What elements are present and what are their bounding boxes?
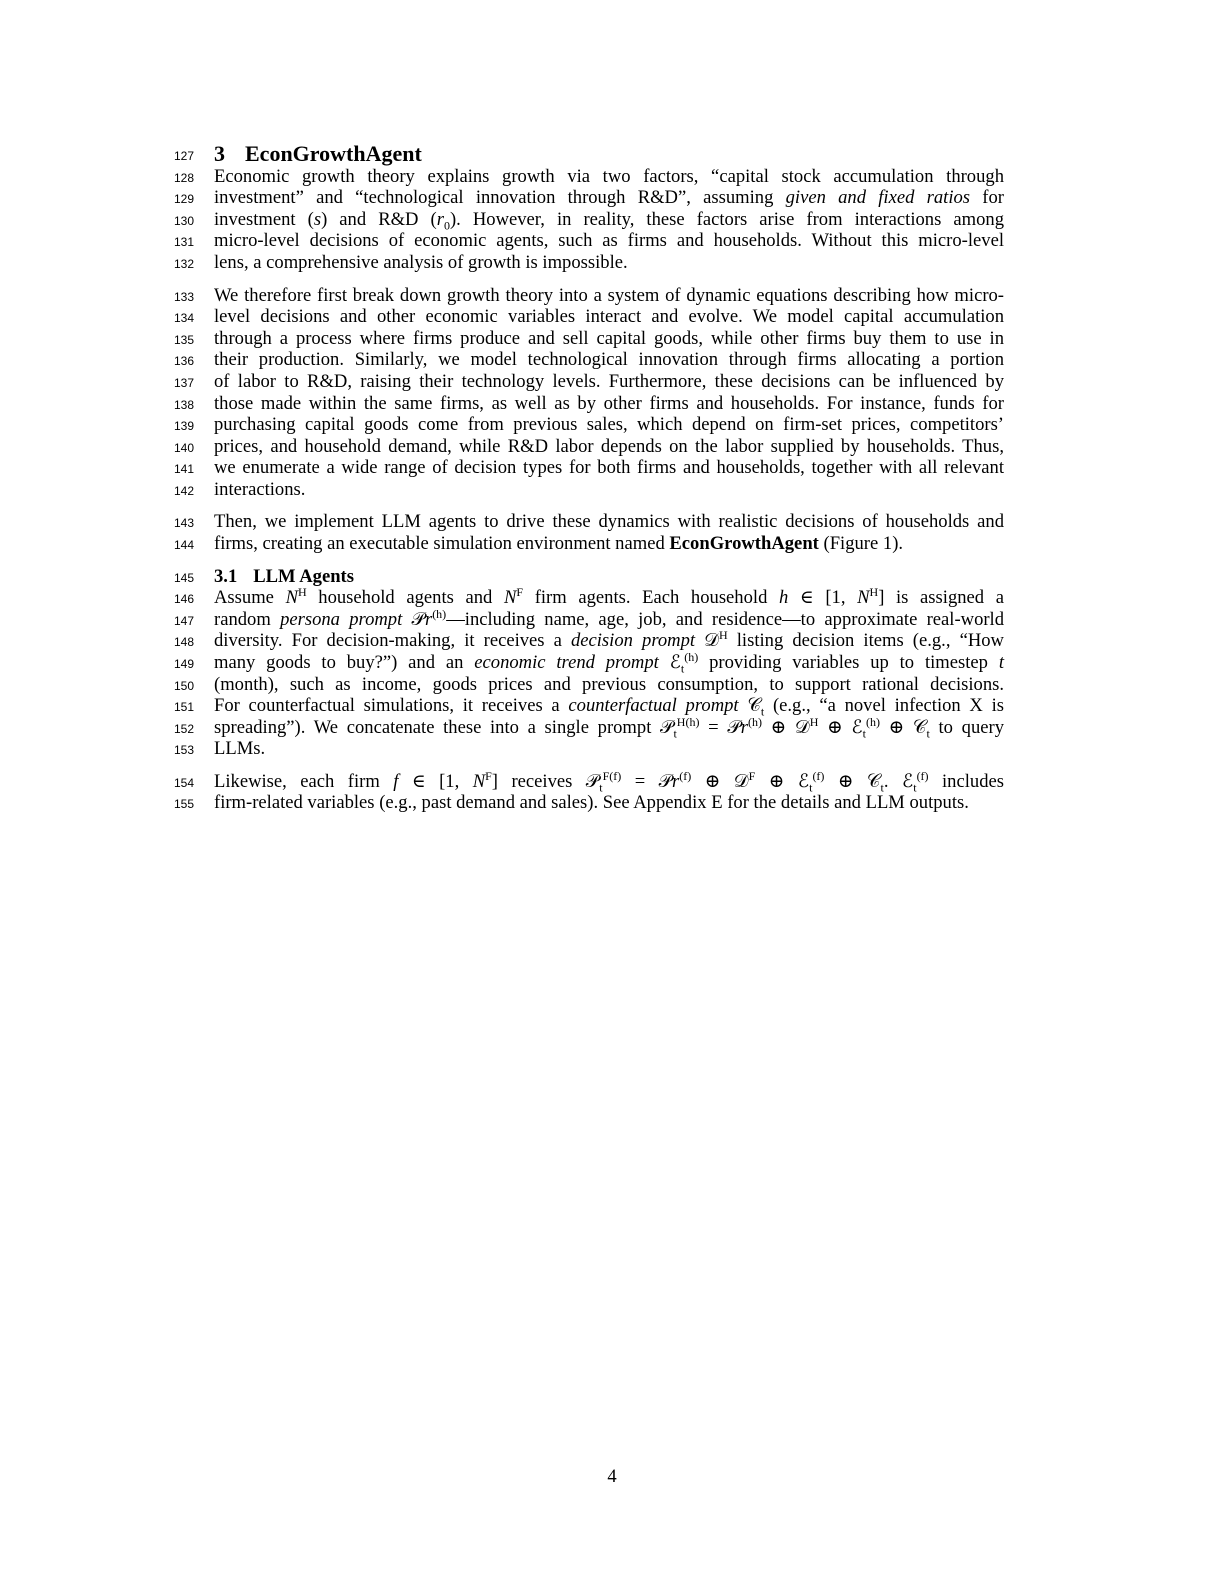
line-number: 139 — [173, 419, 194, 434]
section-title: EconGrowthAgent — [245, 141, 422, 166]
line-number: 151 — [173, 700, 194, 715]
subsection-heading — [214, 566, 1004, 588]
subsection-title: LLM Agents — [253, 565, 354, 587]
line-number: 143 — [173, 516, 194, 531]
line-number: 138 — [173, 397, 194, 412]
line-number: 148 — [173, 635, 194, 650]
text-line: For counterfactual simulations, it receives a counterfactual prompt 𝒞$_t$ (e.g., “a novel infection X is — [214, 695, 1004, 719]
text-line: those made within the same firms, as well as by other firms and households. For instance, funds for — [214, 392, 1004, 414]
section-heading — [214, 143, 1004, 165]
line-number: 152 — [173, 721, 194, 736]
text-line: lens, a comprehensive analysis of growth is impossible. — [214, 252, 628, 273]
text-line: Then, we implement LLM agents to drive these dynamics with realistic decisions of households and — [214, 511, 1004, 533]
line-number: 137 — [173, 375, 194, 390]
line-number: 136 — [173, 354, 194, 369]
text-line: Assume $N^H$ household agents and $N^F$ firm agents. Each household h ∈ [1, $N^H$] is assigned a — [214, 584, 1004, 609]
line-number: 155 — [173, 797, 194, 812]
text-line: random persona prompt 𝒫r$^{(h)}$—including name, age, job, and residence—to approximate real-world — [214, 606, 1005, 630]
line-number: 140 — [173, 440, 194, 455]
text-line: investment” and “technological innovation through R&D”, assuming given and fixed ratios for — [214, 187, 1004, 209]
section-number: 3 — [214, 141, 225, 166]
text-line: prices, and household demand, while R&D labor depends on the labor supplied by households. Thus, — [214, 435, 1004, 457]
text-line: of labor to R&D, raising their technology levels. Furthermore, these decisions can be influenced by — [214, 370, 1004, 392]
text-line: through a process where firms produce and sell capital goods, while other firms buy them to use in — [214, 327, 1004, 349]
line-number: 153 — [173, 743, 194, 758]
line-number: 150 — [173, 678, 194, 693]
text-line: Economic growth theory explains growth via two factors, “capital stock accumulation through — [214, 165, 1004, 187]
page-number: 4 — [607, 1466, 617, 1487]
text-line: firm-related variables (e.g., past demand and sales). See Appendix E for the details and LLM outputs. — [214, 792, 969, 814]
line-number: 146 — [173, 592, 194, 607]
text-line: level decisions and other economic variables interact and evolve. We model capital accumulation — [214, 306, 1004, 328]
line-number: 149 — [173, 656, 194, 671]
text-line: micro-level decisions of economic agents, such as firms and households. Without this micro-level — [214, 230, 1004, 252]
line-number: 133 — [173, 289, 194, 304]
text-line: many goods to buy?”) and an economic trend prompt ℰ$_t^{(h)}$ providing variables up to timestep t — [214, 649, 1004, 676]
line-number: 131 — [173, 235, 194, 250]
text-line: their production. Similarly, we model technological innovation through firms allocating a portion — [214, 349, 1004, 371]
line-number: 130 — [173, 213, 194, 228]
line-number: 135 — [173, 332, 194, 347]
text-line: We therefore first break down growth theory into a system of dynamic equations describing how micro- — [214, 284, 1004, 306]
text-line: Likewise, each firm f ∈ [1, $N^F$] receives 𝒫$_t^{F(f)}$ = 𝒫r$^{(f)}$ ⊕ 𝒟$^F$ ⊕ ℰ$_t^{(f)}$ ⊕ 𝒞$_t$. ℰ$_t^{(f)}$ includes — [214, 768, 1004, 795]
line-number: 144 — [173, 538, 194, 552]
line-number: 132 — [173, 257, 194, 271]
line-number: 141 — [173, 462, 194, 477]
line-number: 134 — [173, 311, 194, 326]
line-number: 129 — [173, 192, 194, 207]
text-line: diversity. For decision-making, it receives a decision prompt 𝒟$^H$ listing decision items (e.g., “How — [214, 628, 1004, 652]
text-line: LLMs. — [214, 738, 266, 760]
line-number: 154 — [173, 775, 194, 790]
text-line: (month), such as income, goods prices and previous consumption, to support rational decisions. — [214, 673, 1004, 695]
line-number: 147 — [173, 613, 194, 628]
text-line: spreading”). We concatenate these into a single prompt 𝒫$_t^{H(h)}$ = 𝒫r$^{(h)}$ ⊕ 𝒟$^H$ ⊕ ℰ$_t^{(h)}$ ⊕ 𝒞$_t$ to query — [214, 714, 1004, 741]
line-number: 127 — [173, 149, 194, 163]
line-number: 145 — [173, 570, 194, 585]
line-number: 128 — [173, 170, 194, 185]
subsection-number: 3.1 — [214, 565, 238, 587]
text-line: interactions. — [214, 478, 306, 500]
text-line: investment (s) and R&D $(r_0)$. However, in reality, these factors arise from interactions among — [214, 208, 1004, 233]
text-line: we enumerate a wide range of decision types for both firms and households, together with all relevant — [214, 457, 1004, 479]
text-line: firms, creating an executable simulation environment named EconGrowthAgent (Figure 1). — [214, 533, 904, 554]
line-number: 142 — [173, 483, 194, 498]
text-line: purchasing capital goods come from previous sales, which depend on firm-set prices, competitors’ — [214, 414, 1004, 436]
